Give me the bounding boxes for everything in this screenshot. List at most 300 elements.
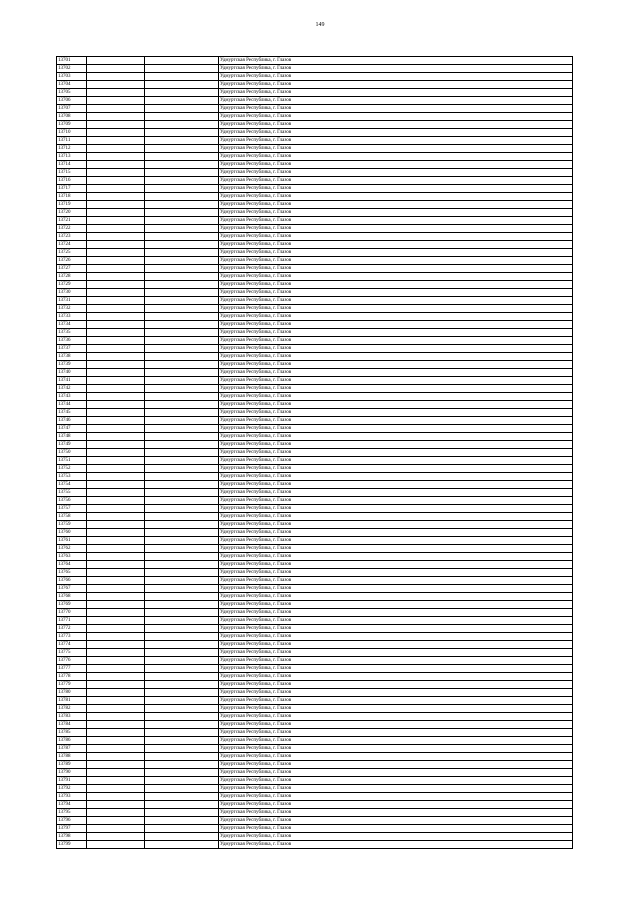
cadastral-id-2-cell — [145, 377, 219, 384]
address-cell: Удмуртская Республика, г. Глазов — [219, 697, 573, 704]
table-row — [57, 297, 573, 305]
cadastral-id-2-cell — [145, 633, 219, 640]
address-cell: Удмуртская Республика, г. Глазов — [219, 785, 573, 792]
cadastral-id-2-cell — [145, 697, 219, 704]
row-number-cell: 13753 — [57, 473, 87, 480]
row-number-cell: 13738 — [57, 353, 87, 360]
row-number-cell: 13727 — [57, 265, 87, 272]
table-row — [57, 745, 573, 753]
cadastral-id-2-cell — [145, 841, 219, 848]
cadastral-id-2-cell — [145, 641, 219, 648]
cadastral-id-2-cell — [145, 81, 219, 88]
table-row — [57, 129, 573, 137]
address-cell: Удмуртская Республика, г. Глазов — [219, 649, 573, 656]
table-row — [57, 321, 573, 329]
row-number-cell: 13739 — [57, 361, 87, 368]
address-cell: Удмуртская Республика, г. Глазов — [219, 321, 573, 328]
row-number-cell: 13708 — [57, 113, 87, 120]
cadastral-id-2-cell — [145, 433, 219, 440]
row-number-cell: 13759 — [57, 521, 87, 528]
cadastral-id-2-cell — [145, 385, 219, 392]
cadastral-id-1-cell — [87, 425, 145, 432]
cadastral-id-1-cell — [87, 385, 145, 392]
row-number-cell: 13781 — [57, 697, 87, 704]
cadastral-id-2-cell — [145, 457, 219, 464]
table-row — [57, 665, 573, 673]
table-row — [57, 761, 573, 769]
address-cell: Удмуртская Республика, г. Глазов — [219, 241, 573, 248]
cadastral-id-1-cell — [87, 609, 145, 616]
cadastral-id-2-cell — [145, 737, 219, 744]
table-row — [57, 201, 573, 209]
cadastral-id-2-cell — [145, 657, 219, 664]
cadastral-id-1-cell — [87, 577, 145, 584]
table-row — [57, 729, 573, 737]
row-number-cell: 13712 — [57, 145, 87, 152]
row-number-cell: 13761 — [57, 537, 87, 544]
cadastral-id-1-cell — [87, 601, 145, 608]
row-number-cell: 13743 — [57, 393, 87, 400]
row-number-cell: 13713 — [57, 153, 87, 160]
cadastral-id-1-cell — [87, 809, 145, 816]
address-cell: Удмуртская Республика, г. Глазов — [219, 817, 573, 824]
cadastral-id-1-cell — [87, 129, 145, 136]
cadastral-id-2-cell — [145, 305, 219, 312]
address-cell: Удмуртская Республика, г. Глазов — [219, 249, 573, 256]
row-number-cell: 13729 — [57, 281, 87, 288]
table-row — [57, 65, 573, 73]
address-cell: Удмуртская Республика, г. Глазов — [219, 105, 573, 112]
cadastral-id-1-cell — [87, 593, 145, 600]
cadastral-id-2-cell — [145, 761, 219, 768]
cadastral-id-1-cell — [87, 321, 145, 328]
cadastral-id-2-cell — [145, 121, 219, 128]
cadastral-id-2-cell — [145, 289, 219, 296]
cadastral-id-1-cell — [87, 105, 145, 112]
row-number-cell: 13745 — [57, 409, 87, 416]
cadastral-id-2-cell — [145, 369, 219, 376]
address-cell: Удмуртская Республика, г. Глазов — [219, 81, 573, 88]
row-number-cell: 13773 — [57, 633, 87, 640]
cadastral-id-2-cell — [145, 209, 219, 216]
cadastral-id-2-cell — [145, 281, 219, 288]
cadastral-id-1-cell — [87, 217, 145, 224]
table-row — [57, 337, 573, 345]
table-row — [57, 289, 573, 297]
table-row — [57, 625, 573, 633]
row-number-cell: 13702 — [57, 65, 87, 72]
address-cell: Удмуртская Республика, г. Глазов — [219, 209, 573, 216]
row-number-cell: 13796 — [57, 817, 87, 824]
address-cell: Удмуртская Республика, г. Глазов — [219, 153, 573, 160]
cadastral-id-2-cell — [145, 113, 219, 120]
cadastral-id-2-cell — [145, 169, 219, 176]
row-number-cell: 13755 — [57, 489, 87, 496]
row-number-cell: 13789 — [57, 761, 87, 768]
address-cell: Удмуртская Республика, г. Глазов — [219, 657, 573, 664]
address-cell: Удмуртская Республика, г. Глазов — [219, 705, 573, 712]
address-cell: Удмуртская Республика, г. Глазов — [219, 97, 573, 104]
table-row — [57, 777, 573, 785]
address-cell: Удмуртская Республика, г. Глазов — [219, 721, 573, 728]
row-number-cell: 13706 — [57, 97, 87, 104]
row-number-cell: 13767 — [57, 585, 87, 592]
table-row — [57, 369, 573, 377]
row-number-cell: 13748 — [57, 433, 87, 440]
address-cell: Удмуртская Республика, г. Глазов — [219, 489, 573, 496]
cadastral-id-2-cell — [145, 681, 219, 688]
table-row — [57, 561, 573, 569]
table-row — [57, 537, 573, 545]
row-number-cell: 13777 — [57, 665, 87, 672]
cadastral-id-1-cell — [87, 505, 145, 512]
row-number-cell: 13701 — [57, 57, 87, 64]
address-cell: Удмуртская Республика, г. Глазов — [219, 561, 573, 568]
table-row — [57, 641, 573, 649]
table-row — [57, 329, 573, 337]
address-cell: Удмуртская Республика, г. Глазов — [219, 777, 573, 784]
cadastral-id-2-cell — [145, 817, 219, 824]
cadastral-id-1-cell — [87, 649, 145, 656]
cadastral-id-2-cell — [145, 593, 219, 600]
address-cell: Удмуртская Республика, г. Глазов — [219, 505, 573, 512]
address-cell: Удмуртская Республика, г. Глазов — [219, 689, 573, 696]
cadastral-id-1-cell — [87, 417, 145, 424]
cadastral-id-2-cell — [145, 561, 219, 568]
row-number-cell: 13725 — [57, 249, 87, 256]
row-number-cell: 13760 — [57, 529, 87, 536]
cadastral-id-2-cell — [145, 465, 219, 472]
cadastral-id-1-cell — [87, 361, 145, 368]
address-cell: Удмуртская Республика, г. Глазов — [219, 737, 573, 744]
address-cell: Удмуртская Республика, г. Глазов — [219, 65, 573, 72]
cadastral-id-1-cell — [87, 145, 145, 152]
table-row — [57, 449, 573, 457]
row-number-cell: 13788 — [57, 753, 87, 760]
row-number-cell: 13717 — [57, 185, 87, 192]
address-cell: Удмуртская Республика, г. Глазов — [219, 529, 573, 536]
row-number-cell: 13747 — [57, 425, 87, 432]
register-table — [56, 56, 573, 849]
table-row — [57, 673, 573, 681]
cadastral-id-1-cell — [87, 545, 145, 552]
cadastral-id-2-cell — [145, 97, 219, 104]
table-row — [57, 185, 573, 193]
cadastral-id-1-cell — [87, 825, 145, 832]
row-number-cell: 13719 — [57, 201, 87, 208]
cadastral-id-2-cell — [145, 489, 219, 496]
row-number-cell: 13749 — [57, 441, 87, 448]
table-row — [57, 769, 573, 777]
table-row — [57, 481, 573, 489]
row-number-cell: 13741 — [57, 377, 87, 384]
address-cell: Удмуртская Республика, г. Глазов — [219, 257, 573, 264]
table-row — [57, 105, 573, 113]
table-row — [57, 609, 573, 617]
row-number-cell: 13715 — [57, 169, 87, 176]
row-number-cell: 13792 — [57, 785, 87, 792]
row-number-cell: 13772 — [57, 625, 87, 632]
row-number-cell: 13794 — [57, 801, 87, 808]
row-number-cell: 13799 — [57, 841, 87, 848]
table-row — [57, 833, 573, 841]
cadastral-id-1-cell — [87, 265, 145, 272]
table-row — [57, 513, 573, 521]
row-number-cell: 13742 — [57, 385, 87, 392]
address-cell: Удмуртская Республика, г. Глазов — [219, 313, 573, 320]
cadastral-id-1-cell — [87, 529, 145, 536]
cadastral-id-1-cell — [87, 681, 145, 688]
row-number-cell: 13724 — [57, 241, 87, 248]
address-cell: Удмуртская Республика, г. Глазов — [219, 297, 573, 304]
cadastral-id-2-cell — [145, 313, 219, 320]
cadastral-id-2-cell — [145, 689, 219, 696]
address-cell: Удмуртская Республика, г. Глазов — [219, 441, 573, 448]
address-cell: Удмуртская Республика, г. Глазов — [219, 449, 573, 456]
cadastral-id-2-cell — [145, 89, 219, 96]
cadastral-id-1-cell — [87, 617, 145, 624]
cadastral-id-1-cell — [87, 369, 145, 376]
address-cell: Удмуртская Республика, г. Глазов — [219, 633, 573, 640]
table-row — [57, 273, 573, 281]
row-number-cell: 13757 — [57, 505, 87, 512]
table-row — [57, 825, 573, 833]
row-number-cell: 13720 — [57, 209, 87, 216]
row-number-cell: 13783 — [57, 713, 87, 720]
cadastral-id-1-cell — [87, 777, 145, 784]
address-cell: Удмуртская Республика, г. Глазов — [219, 673, 573, 680]
table-row — [57, 809, 573, 817]
address-cell: Удмуртская Республика, г. Глазов — [219, 281, 573, 288]
cadastral-id-1-cell — [87, 337, 145, 344]
cadastral-id-2-cell — [145, 529, 219, 536]
row-number-cell: 13793 — [57, 793, 87, 800]
row-number-cell: 13770 — [57, 609, 87, 616]
row-number-cell: 13756 — [57, 497, 87, 504]
row-number-cell: 13704 — [57, 81, 87, 88]
row-number-cell: 13710 — [57, 129, 87, 136]
row-number-cell: 13798 — [57, 833, 87, 840]
row-number-cell: 13774 — [57, 641, 87, 648]
address-cell: Удмуртская Республика, г. Глазов — [219, 585, 573, 592]
cadastral-id-2-cell — [145, 441, 219, 448]
cadastral-id-2-cell — [145, 481, 219, 488]
row-number-cell: 13734 — [57, 321, 87, 328]
table-row — [57, 593, 573, 601]
cadastral-id-1-cell — [87, 193, 145, 200]
cadastral-id-2-cell — [145, 609, 219, 616]
address-cell: Удмуртская Республика, г. Глазов — [219, 473, 573, 480]
address-cell: Удмуртская Республика, г. Глазов — [219, 393, 573, 400]
table-row — [57, 721, 573, 729]
address-cell: Удмуртская Республика, г. Глазов — [219, 361, 573, 368]
cadastral-id-1-cell — [87, 473, 145, 480]
row-number-cell: 13728 — [57, 273, 87, 280]
cadastral-id-2-cell — [145, 729, 219, 736]
cadastral-id-1-cell — [87, 409, 145, 416]
table-row — [57, 169, 573, 177]
cadastral-id-2-cell — [145, 273, 219, 280]
cadastral-id-1-cell — [87, 137, 145, 144]
table-row — [57, 681, 573, 689]
table-row — [57, 801, 573, 809]
cadastral-id-1-cell — [87, 761, 145, 768]
table-row — [57, 177, 573, 185]
address-cell: Удмуртская Республика, г. Глазов — [219, 185, 573, 192]
cadastral-id-1-cell — [87, 345, 145, 352]
cadastral-id-1-cell — [87, 457, 145, 464]
address-cell: Удмуртская Республика, г. Глазов — [219, 329, 573, 336]
table-row — [57, 249, 573, 257]
cadastral-id-1-cell — [87, 585, 145, 592]
cadastral-id-1-cell — [87, 113, 145, 120]
address-cell: Удмуртская Республика, г. Глазов — [219, 225, 573, 232]
cadastral-id-2-cell — [145, 801, 219, 808]
row-number-cell: 13737 — [57, 345, 87, 352]
address-cell: Удмуртская Республика, г. Глазов — [219, 833, 573, 840]
cadastral-id-1-cell — [87, 81, 145, 88]
row-number-cell: 13731 — [57, 297, 87, 304]
cadastral-id-2-cell — [145, 241, 219, 248]
table-row — [57, 697, 573, 705]
cadastral-id-2-cell — [145, 225, 219, 232]
table-row — [57, 433, 573, 441]
table-row — [57, 737, 573, 745]
table-row — [57, 585, 573, 593]
address-cell: Удмуртская Республика, г. Глазов — [219, 337, 573, 344]
cadastral-id-1-cell — [87, 625, 145, 632]
cadastral-id-2-cell — [145, 401, 219, 408]
cadastral-id-1-cell — [87, 441, 145, 448]
cadastral-id-1-cell — [87, 497, 145, 504]
cadastral-id-2-cell — [145, 449, 219, 456]
address-cell: Удмуртская Республика, г. Глазов — [219, 457, 573, 464]
cadastral-id-2-cell — [145, 617, 219, 624]
cadastral-id-2-cell — [145, 545, 219, 552]
table-row — [57, 153, 573, 161]
cadastral-id-1-cell — [87, 313, 145, 320]
cadastral-id-1-cell — [87, 169, 145, 176]
row-number-cell: 13746 — [57, 417, 87, 424]
cadastral-id-2-cell — [145, 161, 219, 168]
address-cell: Удмуртская Республика, г. Глазов — [219, 217, 573, 224]
row-number-cell: 13744 — [57, 401, 87, 408]
table-row — [57, 377, 573, 385]
address-cell: Удмуртская Республика, г. Глазов — [219, 137, 573, 144]
table-row — [57, 81, 573, 89]
cadastral-id-1-cell — [87, 817, 145, 824]
address-cell: Удмуртская Республика, г. Глазов — [219, 841, 573, 848]
row-number-cell: 13763 — [57, 553, 87, 560]
cadastral-id-2-cell — [145, 361, 219, 368]
row-number-cell: 13750 — [57, 449, 87, 456]
row-number-cell: 13786 — [57, 737, 87, 744]
address-cell: Удмуртская Республика, г. Глазов — [219, 553, 573, 560]
cadastral-id-2-cell — [145, 673, 219, 680]
table-row — [57, 545, 573, 553]
address-cell: Удмуртская Республика, г. Глазов — [219, 513, 573, 520]
cadastral-id-2-cell — [145, 769, 219, 776]
cadastral-id-1-cell — [87, 241, 145, 248]
cadastral-id-1-cell — [87, 801, 145, 808]
address-cell: Удмуртская Республика, г. Глазов — [219, 769, 573, 776]
cadastral-id-2-cell — [145, 665, 219, 672]
address-cell: Удмуртская Республика, г. Глазов — [219, 825, 573, 832]
cadastral-id-1-cell — [87, 673, 145, 680]
table-row — [57, 217, 573, 225]
table-row — [57, 617, 573, 625]
table-row — [57, 457, 573, 465]
row-number-cell: 13762 — [57, 545, 87, 552]
cadastral-id-1-cell — [87, 57, 145, 64]
table-row — [57, 841, 573, 849]
table-row — [57, 553, 573, 561]
cadastral-id-1-cell — [87, 753, 145, 760]
cadastral-id-1-cell — [87, 201, 145, 208]
row-number-cell: 13776 — [57, 657, 87, 664]
table-row — [57, 113, 573, 121]
cadastral-id-1-cell — [87, 393, 145, 400]
address-cell: Удмуртская Республика, г. Глазов — [219, 233, 573, 240]
address-cell: Удмуртская Республика, г. Глазов — [219, 601, 573, 608]
table-row — [57, 465, 573, 473]
cadastral-id-1-cell — [87, 89, 145, 96]
cadastral-id-1-cell — [87, 793, 145, 800]
table-row — [57, 713, 573, 721]
cadastral-id-1-cell — [87, 121, 145, 128]
table-row — [57, 529, 573, 537]
table-row — [57, 633, 573, 641]
cadastral-id-2-cell — [145, 321, 219, 328]
cadastral-id-1-cell — [87, 689, 145, 696]
cadastral-id-2-cell — [145, 705, 219, 712]
address-cell: Удмуртская Республика, г. Глазов — [219, 305, 573, 312]
address-cell: Удмуртская Республика, г. Глазов — [219, 177, 573, 184]
address-cell: Удмуртская Республика, г. Глазов — [219, 793, 573, 800]
row-number-cell: 13718 — [57, 193, 87, 200]
address-cell: Удмуртская Республика, г. Глазов — [219, 625, 573, 632]
cadastral-id-2-cell — [145, 793, 219, 800]
table-row — [57, 313, 573, 321]
row-number-cell: 13730 — [57, 289, 87, 296]
address-cell: Удмуртская Республика, г. Глазов — [219, 753, 573, 760]
address-cell: Удмуртская Республика, г. Глазов — [219, 593, 573, 600]
cadastral-id-2-cell — [145, 625, 219, 632]
cadastral-id-1-cell — [87, 449, 145, 456]
address-cell: Удмуртская Республика, г. Глазов — [219, 569, 573, 576]
address-cell: Удмуртская Республика, г. Глазов — [219, 761, 573, 768]
address-cell: Удмуртская Республика, г. Глазов — [219, 57, 573, 64]
address-cell: Удмуртская Республика, г. Глазов — [219, 89, 573, 96]
cadastral-id-1-cell — [87, 489, 145, 496]
table-row — [57, 209, 573, 217]
cadastral-id-2-cell — [145, 137, 219, 144]
table-row — [57, 401, 573, 409]
table-row — [57, 793, 573, 801]
address-cell: Удмуртская Республика, г. Глазов — [219, 521, 573, 528]
table-row — [57, 161, 573, 169]
row-number-cell: 13754 — [57, 481, 87, 488]
cadastral-id-2-cell — [145, 73, 219, 80]
cadastral-id-2-cell — [145, 297, 219, 304]
cadastral-id-2-cell — [145, 217, 219, 224]
row-number-cell: 13711 — [57, 137, 87, 144]
cadastral-id-1-cell — [87, 833, 145, 840]
address-cell: Удмуртская Республика, г. Глазов — [219, 201, 573, 208]
cadastral-id-1-cell — [87, 153, 145, 160]
cadastral-id-1-cell — [87, 305, 145, 312]
cadastral-id-2-cell — [145, 577, 219, 584]
